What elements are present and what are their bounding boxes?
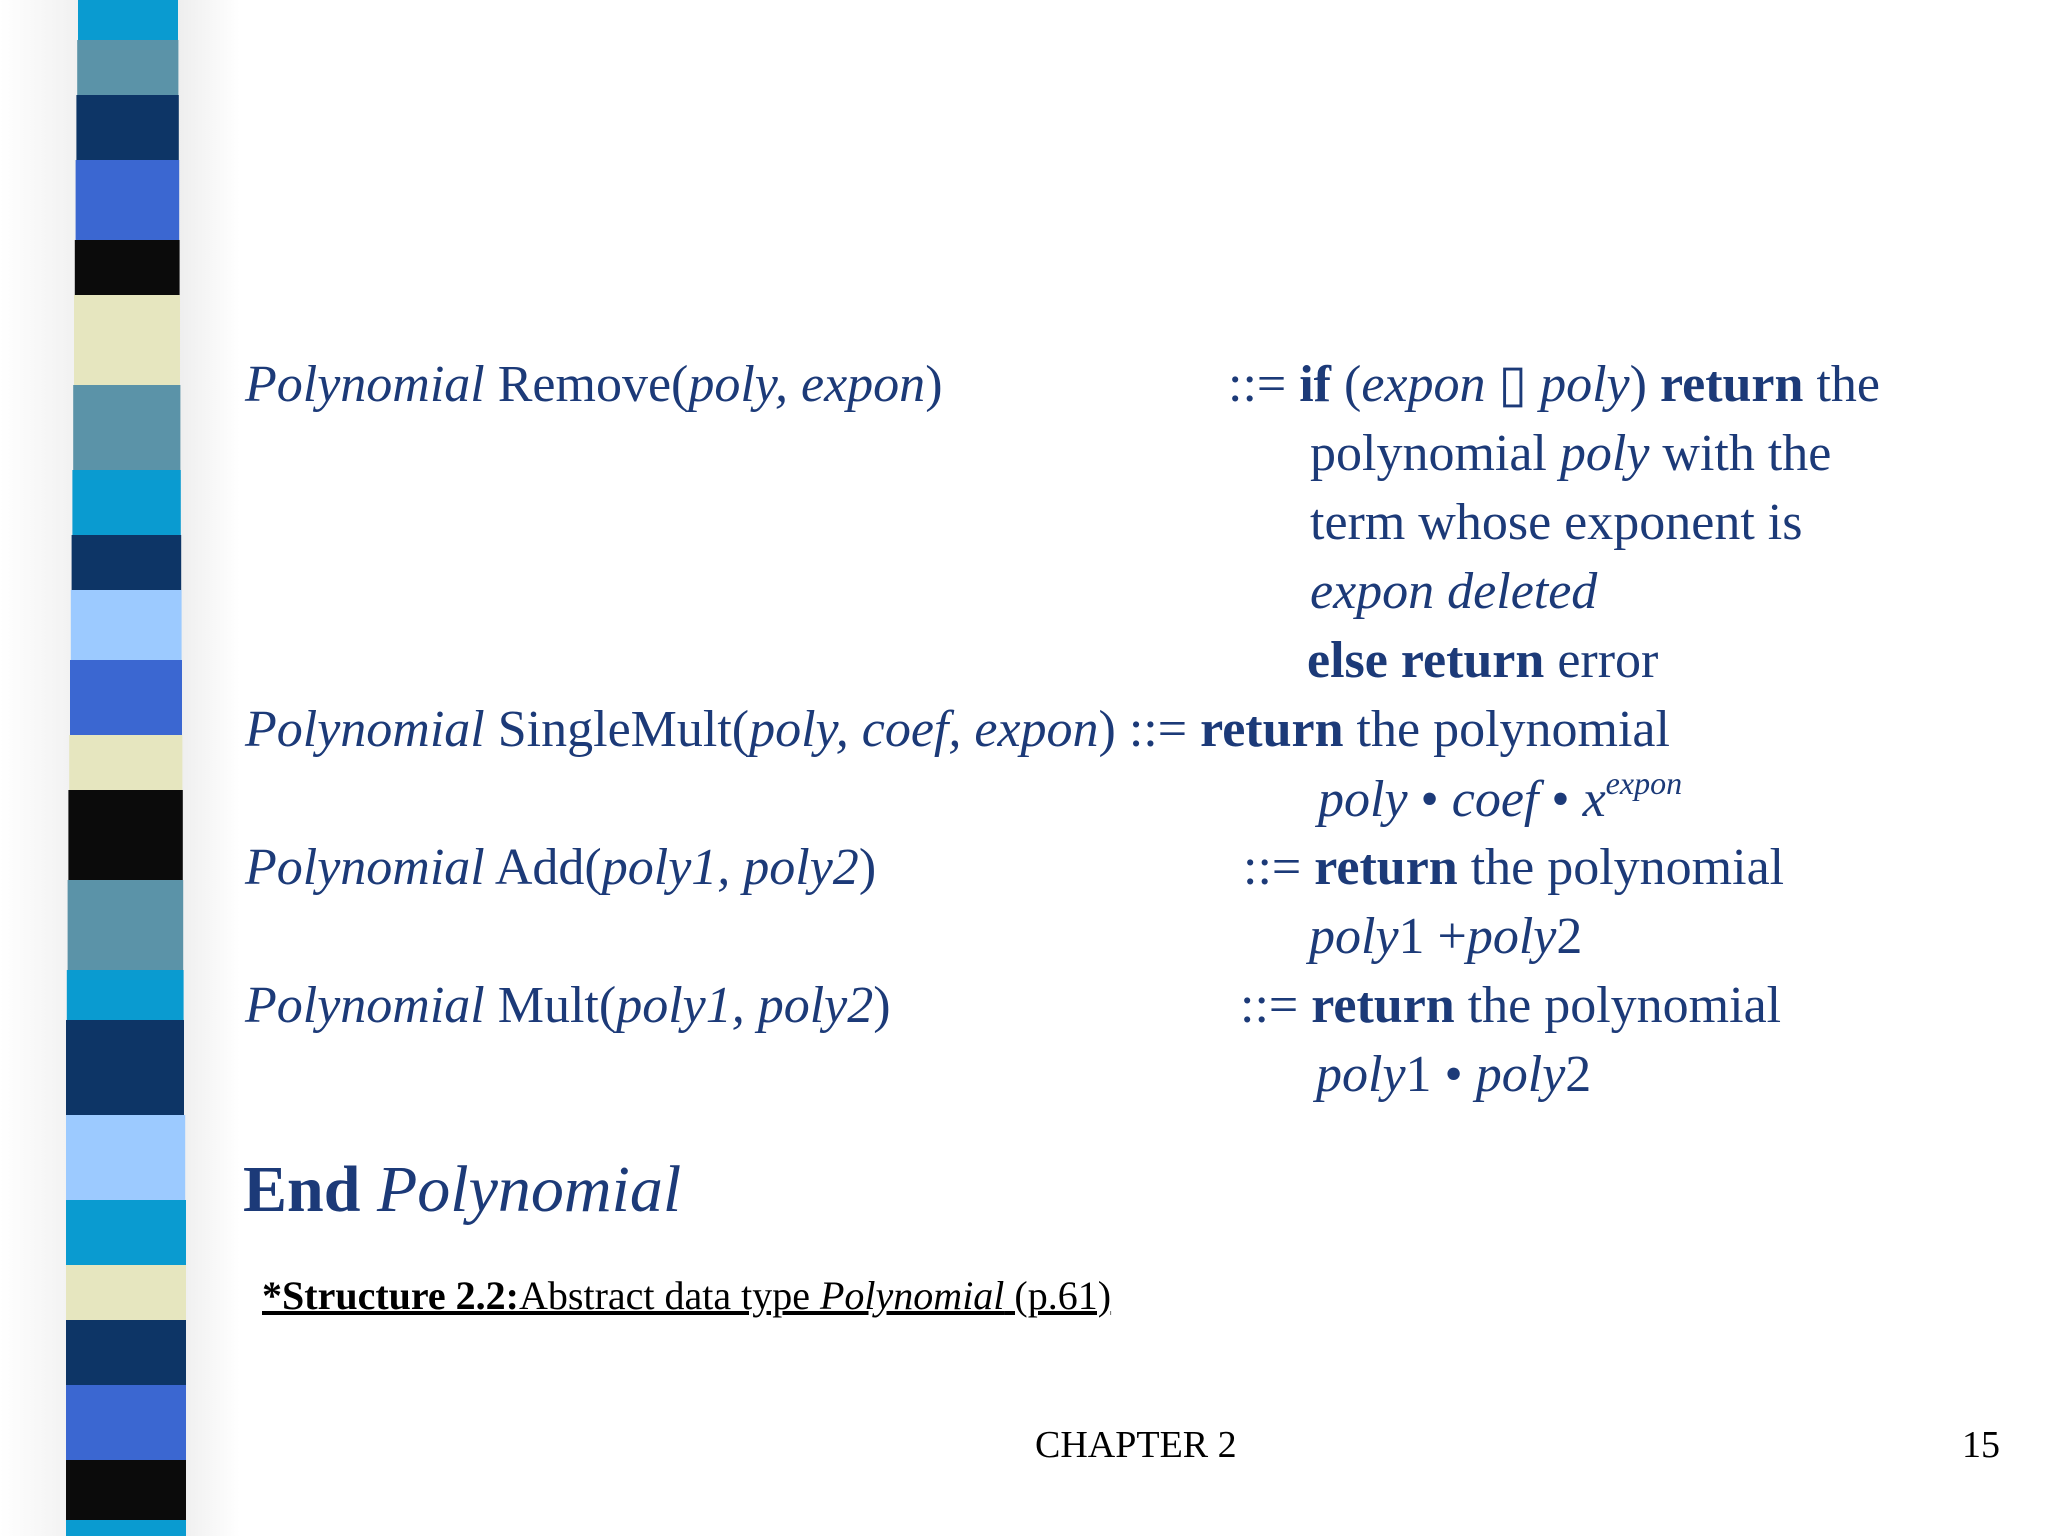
text-run: coef [1451, 771, 1539, 828]
line-singlemult-def-2 [1318, 765, 1683, 830]
text-run: ::= [1240, 977, 1312, 1034]
text-run: ) [873, 977, 891, 1034]
stripe-segment [78, 0, 178, 42]
text-run: poly, expon [688, 356, 926, 413]
stripe-segment [66, 1320, 186, 1387]
text-run: Polynomial [245, 701, 485, 758]
line-add-signature [245, 838, 876, 898]
stripe-segment [75, 240, 180, 297]
structure-caption [262, 1272, 1111, 1320]
text-run: the polynomial [1457, 839, 1785, 896]
text-run: SingleMult( [484, 701, 750, 758]
text-run: • [1407, 771, 1452, 828]
text-run: poly [1318, 771, 1408, 828]
stripe-segment [66, 1460, 186, 1522]
text-run: 2 [1565, 1046, 1592, 1103]
stripe-segment [68, 880, 184, 972]
stripe-segment [66, 1265, 186, 1322]
text-run: 1 • [1405, 1046, 1476, 1103]
text-run: 2 [1556, 908, 1583, 965]
stripe-segment [71, 590, 182, 662]
text-run: Polynomial [245, 356, 485, 413]
stripe-segment [69, 735, 182, 792]
text-run: ( [1331, 356, 1362, 413]
line-mult-def [1240, 976, 1781, 1036]
stripe-segment [76, 160, 180, 242]
text-run: else return [1307, 632, 1545, 689]
text-run: poly [1309, 908, 1399, 965]
text-run: return [1314, 839, 1458, 896]
text-run: ::= [1228, 356, 1300, 413]
stripe-segment [74, 295, 180, 387]
line-mult-signature [245, 976, 891, 1036]
line-remove-def-3 [1310, 493, 1802, 553]
text-run: ) [925, 356, 943, 413]
end-keyword: End [243, 1153, 361, 1226]
line-remove-def-4 [1310, 562, 1597, 622]
text-run: with the [1649, 425, 1832, 482]
text-run: ::= [1243, 839, 1315, 896]
stripe-segment [70, 660, 182, 737]
text-run: ) ::= [1098, 701, 1201, 758]
text-run: return [1659, 356, 1804, 413]
text-run: x [1582, 771, 1606, 828]
text-run: Remove( [484, 356, 689, 413]
stripe-segment [68, 790, 182, 882]
text-run: poly [1475, 1046, 1566, 1103]
text-run: poly [1316, 1046, 1406, 1103]
text-run: return [1200, 701, 1344, 758]
text-run: term whose exponent is [1310, 494, 1803, 551]
stripe-segment [66, 1520, 186, 1536]
stripe-segment [76, 95, 178, 162]
decorative-stripe-bar [0, 0, 240, 1536]
end-name: Polynomial [376, 1153, 682, 1226]
text-run: 1 + [1398, 908, 1467, 965]
text-run: poly [1559, 425, 1650, 482]
stripe-segment [66, 1200, 186, 1267]
stripe-segment [66, 1115, 185, 1202]
text-run: Mult( [484, 977, 617, 1034]
text-run: ) [1629, 356, 1660, 413]
text-run: poly1, poly2 [601, 839, 859, 896]
stripe-segment [67, 970, 184, 1022]
stripe-segment [72, 535, 182, 592]
line-remove-def-5 [1307, 631, 1658, 691]
text-run: error [1544, 632, 1659, 689]
text-run: expon ▯ poly [1361, 356, 1630, 413]
text-run: the polynomial [1343, 701, 1670, 758]
text-run: Add( [484, 839, 602, 896]
end-polynomial-heading [243, 1150, 681, 1230]
caption-label: *Structure 2.2: [262, 1273, 519, 1318]
line-mult-def-2 [1316, 1045, 1591, 1105]
text-run: poly, coef, expon [749, 701, 1099, 758]
caption-italic: Polynomial [820, 1273, 1005, 1318]
line-add-def-2 [1309, 907, 1582, 967]
line-remove-def-2 [1310, 424, 1831, 484]
text-run: return [1311, 977, 1455, 1034]
line-remove-signature [245, 355, 943, 415]
text-run: Polynomial [245, 839, 485, 896]
stripe-segment [77, 40, 178, 97]
text-run: poly1, poly2 [616, 977, 874, 1034]
text-run: ) [858, 839, 877, 896]
text-run: the [1803, 356, 1880, 413]
text-run: the polynomial [1454, 977, 1782, 1034]
stripe-segment [73, 385, 180, 472]
stripe-segment [66, 1385, 186, 1462]
text-run: polynomial [1310, 425, 1560, 482]
text-run: expon [1605, 765, 1683, 801]
caption-text: Abstract data type [519, 1273, 820, 1318]
line-singlemult-signature [245, 700, 1670, 760]
stripe-segment [72, 470, 180, 537]
text-run: expon deleted [1310, 563, 1598, 620]
footer-page-number: 15 [1962, 1424, 2000, 1466]
text-run: poly [1466, 908, 1557, 965]
stripe-segment [66, 1020, 184, 1117]
line-add-def [1243, 838, 1784, 898]
text-run: • [1538, 771, 1583, 828]
text-run: Polynomial [245, 977, 485, 1034]
line-remove-def [1228, 355, 1880, 415]
footer-chapter: CHAPTER 2 [1035, 1424, 1237, 1466]
text-run: if [1299, 356, 1331, 413]
caption-tail: (p.61) [1004, 1273, 1112, 1318]
